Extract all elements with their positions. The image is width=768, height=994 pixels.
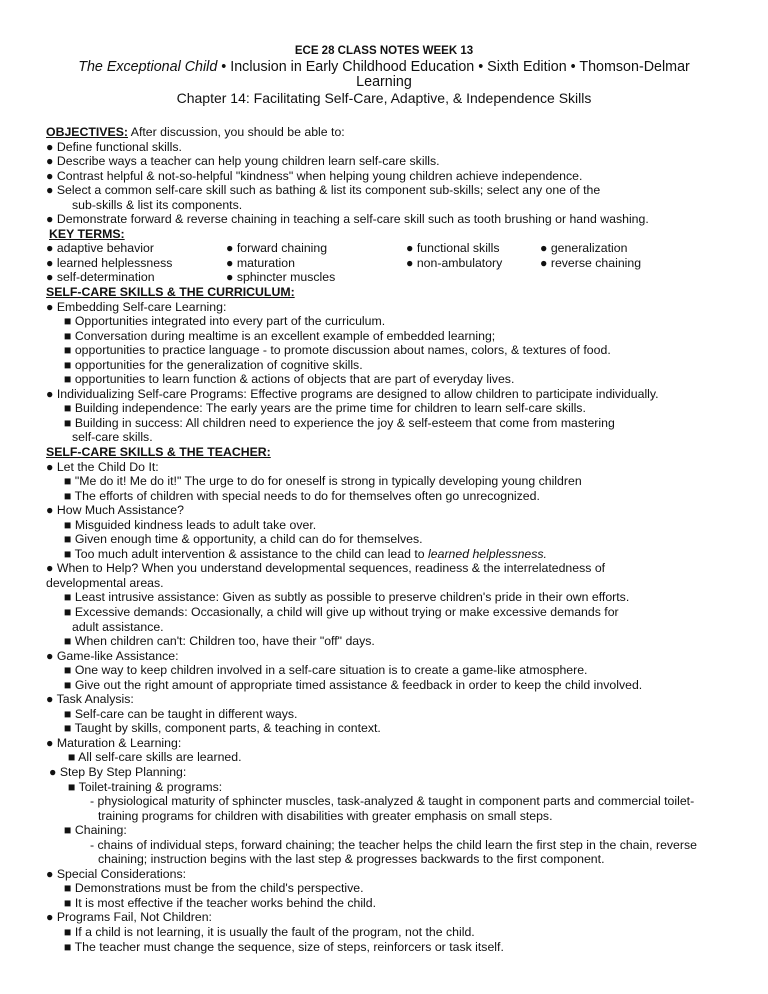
key-terms-heading-row (46, 227, 746, 242)
sub-bullet-item: ■ One way to keep children involved in a self-care situation is to create a game-like atmosphere. (64, 663, 588, 678)
key-term: ● maturation (226, 255, 295, 270)
objective-item: ● Define functional skills. (46, 139, 182, 154)
sub-bullet-item: ■ Toilet-training & programs: (68, 779, 223, 794)
dash-item-continued: chaining; instruction begins with the last step & progresses backwards to the first component. (98, 852, 605, 867)
objectives-intro (46, 125, 746, 140)
sub-bullet-continued: adult assistance. (72, 619, 164, 634)
document-header (0, 44, 768, 106)
bullet-item: ● Special Considerations: (46, 866, 187, 881)
key-term: ● non-ambulatory (406, 255, 503, 270)
learned-helplessness-term: learned helplessness. (428, 546, 547, 561)
key-terms-heading: KEY TERMS: (49, 226, 125, 241)
citation-rest: • Inclusion in Early Childhood Education • Sixth Edition • Thomson-Delmar Learning (217, 59, 690, 90)
sub-bullet-item: ■ The teacher must change the sequence, size of steps, reinforcers or task itself. (64, 939, 504, 954)
objectives-intro-text: After discussion, you should be able to: (128, 125, 345, 139)
key-term: ● forward chaining (226, 241, 328, 256)
sub-bullet-text: ■ Too much adult intervention & assistance to the child can lead to (64, 546, 429, 561)
sub-bullet-item: ■ Building in success: All children need to experience the joy & self-esteem that come from mastering (64, 415, 615, 430)
textbook-citation (60, 60, 708, 90)
bullet-item-continued: developmental areas. (46, 575, 164, 590)
bullet-item: ● Step By Step Planning: (49, 765, 187, 780)
sub-bullet-item: ■ Given enough time & opportunity, a child can do for themselves. (64, 532, 423, 547)
key-term: ● reverse chaining (540, 255, 642, 270)
key-term: ● adaptive behavior (46, 241, 154, 256)
key-term: ● functional skills (406, 241, 500, 256)
sub-bullet-item: ■ Chaining: (64, 823, 127, 838)
objective-item: ● Select a common self-care skill such as bathing & list its component sub-skills; select any one of the (46, 183, 601, 198)
key-term: ● generalization (540, 241, 628, 256)
sub-bullet-item: ■ Conversation during mealtime is an excellent example of embedded learning; (64, 328, 496, 343)
sub-bullet-item (46, 547, 746, 562)
bullet-item: ● Maturation & Learning: (46, 735, 182, 750)
key-term: ● sphincter muscles (226, 270, 336, 285)
bullet-item: ● Embedding Self-care Learning: (46, 299, 227, 314)
bullet-item: ● Programs Fail, Not Children: (46, 910, 212, 925)
book-title: The Exceptional Child (78, 59, 218, 75)
objective-item: ● Contrast helpful & not-so-helpful "kindness" when helping young children achieve independence. (46, 168, 583, 183)
sub-bullet-item: ■ Opportunities integrated into every part of the curriculum. (64, 314, 386, 329)
chapter-title: Chapter 14: Facilitating Self-Care, Adaptive, & Independence Skills (176, 90, 592, 106)
key-term: ● self-determination (46, 270, 155, 285)
sub-bullet-item: ■ Building independence: The early years are the prime time for children to learn self-care skills. (64, 401, 586, 416)
bullet-item: ● Game-like Assistance: (46, 648, 179, 663)
bullet-item: ● Let the Child Do It: (46, 459, 159, 474)
sub-bullet-item: ■ opportunities for the generalization of cognitive skills. (64, 357, 363, 372)
sub-bullet-item: ■ Self-care can be taught in different ways. (64, 706, 298, 721)
sub-bullet-continued: self-care skills. (72, 430, 153, 445)
key-terms-grid (46, 241, 746, 285)
sub-bullet-item: ■ Excessive demands: Occasionally, a child will give up without trying or make excessive demands for (64, 605, 619, 619)
objective-item-continued: sub-skills & list its components. (72, 197, 243, 212)
sub-bullet-item: ■ "Me do it! Me do it!" The urge to do for oneself is strong in typically developing young children (64, 474, 582, 489)
sub-bullet-item: ■ Demonstrations must be from the child's perspective. (64, 881, 364, 896)
key-term: ● learned helplessness (46, 255, 173, 270)
notes-body (46, 125, 746, 954)
class-notes-title: ECE 28 CLASS NOTES WEEK 13 (294, 45, 474, 57)
sub-bullet-item: ■ When children can't: Children too, have their "off" days. (64, 634, 375, 649)
bullet-item: ● Task Analysis: (46, 692, 134, 707)
dash-item: - physiological maturity of sphincter muscles, task-analyzed & taught in component parts and commercial toilet- (90, 794, 695, 809)
sub-bullet-item: ■ The efforts of children with special needs to do for themselves often go unrecognized. (64, 488, 540, 503)
sub-bullet-item: ■ It is most effective if the teacher works behind the child. (64, 895, 377, 910)
objectives-heading: OBJECTIVES: (46, 125, 128, 139)
bullet-item: ● Individualizing Self-care Programs: Effective programs are designed to allow children to participate individually. (46, 386, 659, 401)
sub-bullet-item: ■ Least intrusive assistance: Given as subtly as possible to preserve children's pride in their own efforts. (64, 590, 630, 605)
sub-bullet-item: ■ If a child is not learning, it is usually the fault of the program, not the child. (64, 925, 475, 940)
dash-item: - chains of individual steps, forward chaining; the teacher helps the child learn the first step in the chain, reverse (90, 837, 697, 852)
objective-item: ● Demonstrate forward & reverse chaining in teaching a self-care skill such as tooth brushing or hand washing. (46, 212, 649, 227)
dash-item-continued: training programs for children with disabilities with greater emphasis on small steps. (98, 808, 553, 823)
sub-bullet-item: ■ opportunities to practice language - to promote discussion about names, colors, & textures of food. (64, 343, 611, 358)
sub-bullet-item: ■ Give out the right amount of appropriate timed assistance & feedback in order to keep the child involved. (64, 677, 643, 692)
bullet-item: ● When to Help? When you understand developmental sequences, readiness & the interrelatedness of (46, 561, 606, 576)
sub-bullet-item: ■ Taught by skills, component parts, & teaching in context. (64, 721, 381, 736)
section-heading-curriculum: SELF-CARE SKILLS & THE CURRICULUM: (46, 284, 295, 299)
sub-bullet-item: ■ Misguided kindness leads to adult take over. (64, 517, 317, 532)
sub-bullet-item: ■ opportunities to learn function & actions of objects that are part of everyday lives. (64, 372, 515, 387)
bullet-item: ● How Much Assistance? (46, 503, 184, 518)
sub-bullet-item: ■ All self-care skills are learned. (68, 750, 242, 765)
objective-item: ● Describe ways a teacher can help young children learn self-care skills. (46, 154, 440, 169)
section-heading-teacher: SELF-CARE SKILLS & THE TEACHER: (46, 444, 271, 459)
